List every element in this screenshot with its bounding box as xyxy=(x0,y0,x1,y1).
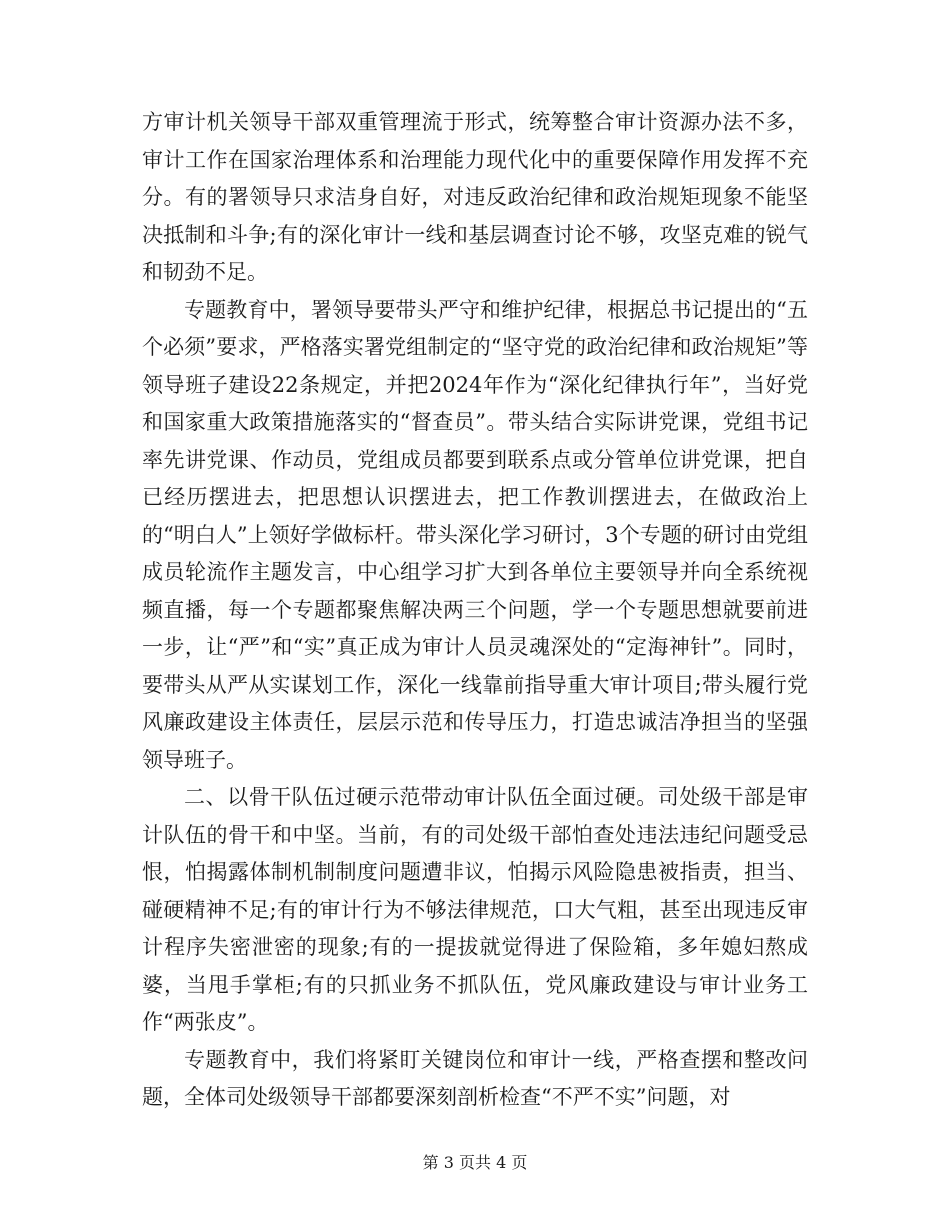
document-body xyxy=(142,104,808,1117)
paragraph-2: 专题教育中，署领导要带头严守和维护纪律，根据总书记提出的“五个必须”要求，严格落实署党组制定的“坚守党的政治纪律和政治规矩”等领导班子建设22条规定，并把2024年作为“深化纪律执行年”，当好党和国家重大政策措施落实的“督查员”。带头结合实际讲党课，党组书记率先讲党课、作动员，党组成员都要到联系点或分管单位讲党课，把自已经历摆进去，把思想认识摆进去，把工作教训摆进去，在做政治上的“明白人”上领好学做标杆。带头深化学习研讨，3个专题的研讨由党组成员轮流作主题发言，中心组学习扩大到各单位主要领导并向全系统视频直播，每一个专题都聚焦解决两三个问题，学一个专题思想就要前进一步，让“严”和“实”真正成为审计人员灵魂深处的“定海神针”。同时，要带头从严从实谋划工作，深化一线靠前指导重大审计项目;带头履行党风廉政建设主体责任，层层示范和传导压力，打造忠诚洁净担当的坚强领导班子。 xyxy=(142,297,808,772)
paragraph-1: 方审计机关领导干部双重管理流于形式，统筹整合审计资源办法不多，审计工作在国家治理体系和治理能力现代化中的重要保障作用发挥不充分。有的署领导只求洁身自好，对违反政治纪律和政治规矩现象不能坚决抵制和斗争;有的深化审计一线和基层调查讨论不够，攻坚克难的锐气和韧劲不足。 xyxy=(142,110,808,284)
page-number-footer: 第 3 页共 4 页 xyxy=(422,1153,528,1172)
paragraph-4: 专题教育中，我们将紧盯关键岗位和审计一线，严格查摆和整改问题，全体司处级领导干部都要深刻剖析检查“不严不实”问题，对 xyxy=(142,1047,808,1109)
paragraph-3: 二、以骨干队伍过硬示范带动审计队伍全面过硬。司处级干部是审计队伍的骨干和中坚。当前，有的司处级干部怕查处违法违纪问题受忌恨，怕揭露体制机制制度问题遭非议，怕揭示风险隐患被指责，担当、碰硬精神不足;有的审计行为不够法律规范，口大气粗，甚至出现违反审计程序失密泄密的现象;有的一提拔就觉得进了保险箱，多年媳妇熬成婆，当甩手掌柜;有的只抓业务不抓队伍，党风廉政建设与审计业务工作“两张皮”。 xyxy=(142,785,808,1034)
